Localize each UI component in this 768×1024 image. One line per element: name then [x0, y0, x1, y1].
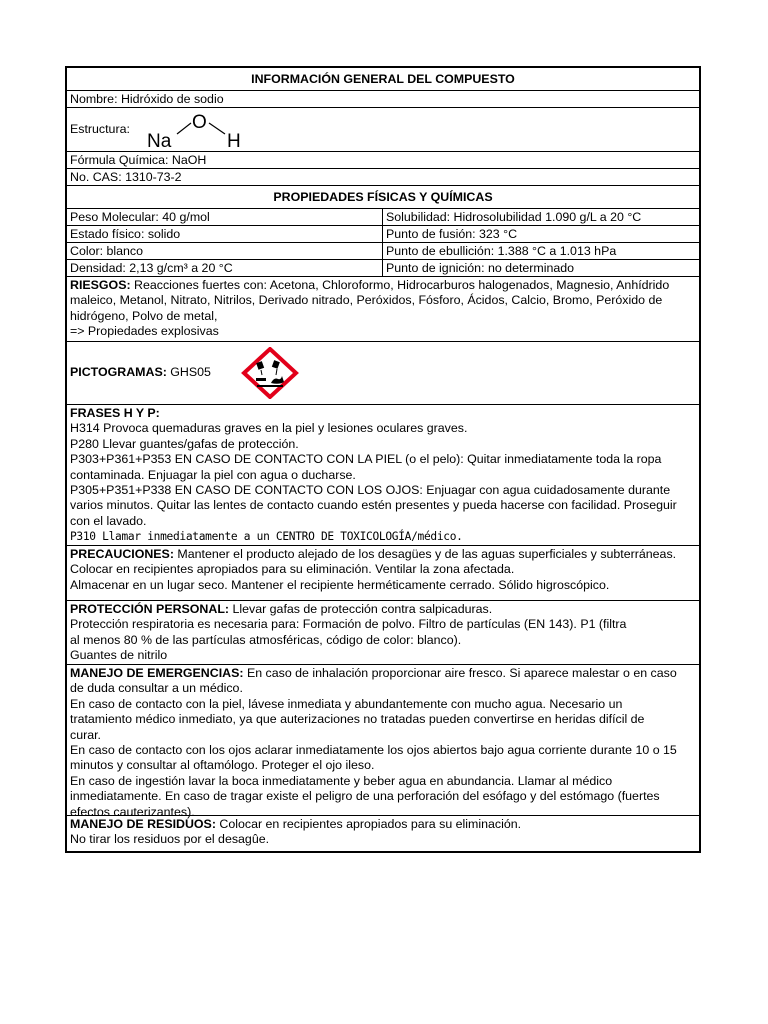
cas-number: No. CAS: 1310-73-2: [67, 169, 699, 186]
protection-text: al menos 80 % de las partículas atmosféricas, código de color: blanco).: [70, 632, 462, 647]
atom-h: H: [227, 131, 241, 151]
emergency-text: de duda consultar a un médico.: [70, 681, 243, 696]
chemical-formula: Fórmula Química: NaOH: [67, 152, 699, 169]
hazards-text: hidrógeno, Polvo de metal,: [70, 308, 218, 323]
emergency-text: minutos y consultar al oftamólogo. Proteger el ojo ileso.: [70, 758, 375, 773]
hazards-text: => Propiedades explosivas: [70, 324, 219, 339]
emergency-text: En caso de inhalación proporcionar aire fresco. Si aparece malestar o en caso: [243, 666, 677, 680]
property-row: [67, 260, 699, 277]
emergency-handling-section: [67, 665, 699, 819]
precautions-label: PRECAUCIONES:: [70, 547, 174, 561]
pictograms-section: [67, 342, 699, 405]
waste-text: No tirar los residuos por el desagûe.: [70, 832, 270, 847]
property-cell: Punto de ebullición: 1.388 °C a 1.013 hPa: [386, 244, 617, 258]
emergency-text: tratamiento médico inmediato, ya que auterizaciones no tratadas pueden convertirse en heridas difícil de: [70, 712, 645, 727]
property-cell: Color: blanco: [67, 243, 383, 259]
phrase-line: P303+P361+P353 EN CASO DE CONTACTO CON LA PIEL (o el pelo): Quitar inmediatamente toda la ropa: [70, 452, 662, 467]
bond-o-h: [209, 123, 225, 134]
hazards-label: RIESGOS:: [70, 278, 131, 292]
waste-handling-section: [67, 816, 699, 851]
protection-text: Guantes de nitrilo: [70, 648, 168, 663]
hazards-text: Reacciones fuertes con: Acetona, Chloroformo, Hidrocarburos halogenados, Magnesio, Anhídrido: [130, 278, 670, 292]
emergency-text: En caso de ingestión lavar la boca inmediatamente y beber agua en abundancia. Llamar al médico: [70, 773, 613, 788]
phrase-line: P305+P351+P338 EN CASO DE CONTACTO CON LOS OJOS: Enjuagar con agua cuidadosamente durante: [70, 483, 671, 498]
naoh-structure-diagram: [145, 109, 245, 151]
hazards-section: [67, 277, 699, 342]
phrase-line: con el lavado.: [70, 513, 147, 528]
structure-row: [67, 108, 699, 152]
emergency-text: inmediatamente. En caso de tragar existe el peligro de una perforación del esófago y del estómago (fuertes: [70, 789, 660, 804]
property-cell: Densidad: 2,13 g/cm³ a 20 °C: [67, 260, 383, 276]
property-row: [67, 209, 699, 226]
property-row: [67, 226, 699, 243]
pictograms-label: PICTOGRAMAS:: [70, 365, 167, 379]
section-title-properties: PROPIEDADES FÍSICAS Y QUÍMICAS: [67, 186, 699, 209]
property-cell: Solubilidad: Hidrosolubilidad 1.090 g/L a 20 °C: [386, 210, 642, 224]
compound-info-sheet: [65, 66, 701, 853]
phrase-line: contaminada. Enjuagar la piel con agua o ducharse.: [70, 467, 356, 482]
precautions-text: Mantener el producto alejado de los desagües y de las aguas superficiales y subterráneas.: [173, 547, 677, 561]
phrase-line: H314 Provoca quemaduras graves en la piel y lesiones oculares graves.: [70, 421, 468, 436]
waste-text: Colocar en recipientes apropiados para su eliminación.: [215, 817, 522, 831]
emergency-text: En caso de contacto con la piel, lávese inmediata y abundantemente con mucho agua. Necesario un: [70, 696, 623, 711]
precautions-section: [67, 546, 699, 601]
ghs05-corrosive-icon: [239, 347, 301, 399]
property-cell: Punto de fusión: 323 °C: [386, 227, 518, 241]
structure-label: Estructura:: [70, 122, 130, 136]
protection-text: Llevar gafas de protección contra salpicaduras.: [229, 602, 493, 616]
bond-na-o: [177, 123, 191, 134]
phrase-line: varios minutos. Quitar las lentes de contacto cuando estén presentes y pueda hacerse con facilidad. Proseguir: [70, 498, 677, 513]
property-cell: Punto de ignición: no determinado: [386, 261, 575, 275]
phrases-label: FRASES H Y P:: [70, 406, 160, 420]
atom-na: Na: [147, 131, 172, 151]
compound-name: Nombre: Hidróxido de sodio: [67, 91, 699, 108]
pictogram-code: GHS05: [166, 365, 211, 379]
property-cell: Peso Molecular: 40 g/mol: [67, 209, 383, 225]
atom-o: O: [192, 112, 207, 133]
emergency-text: En caso de contacto con los ojos aclarar inmediatamente los ojos abiertos bajo agua corriente durante 10 o 15: [70, 743, 677, 758]
hazards-text: maleico, Metanol, Nitrato, Nitrilos, Derivado nitrado, Peróxidos, Fósforo, Ácidos, Calcio, Bromo, Peróxido de: [70, 293, 663, 308]
phrase-line: P280 Llevar guantes/gafas de protección.: [70, 436, 299, 451]
protection-text: Protección respiratoria es necesaria para: Formación de polvo. Filtro de partículas (EN 143). P1 (filtra: [70, 617, 627, 632]
waste-label: MANEJO DE RESIDUOS:: [70, 817, 216, 831]
personal-protection-section: [67, 601, 699, 665]
property-row: [67, 243, 699, 260]
phrase-line: P310 Llamar inmediatamente a un CENTRO DE TOXICOLOGÍA/médico.: [70, 530, 463, 544]
precautions-text: Almacenar en un lugar seco. Mantener el recipiente herméticamente cerrado. Sólido higroscópico.: [70, 577, 610, 592]
h-p-phrases-section: [67, 405, 699, 546]
property-cell: Estado físico: solido: [67, 226, 383, 242]
precautions-text: Colocar en recipientes apropiados para su eliminación. Ventilar la zona afectada.: [70, 562, 515, 577]
protection-label: PROTECCIÓN PERSONAL:: [70, 602, 230, 616]
emergency-label: MANEJO DE EMERGENCIAS:: [70, 666, 244, 680]
emergency-text: efectos cauterizantes).: [70, 804, 195, 819]
emergency-text: curar.: [70, 727, 101, 742]
section-title-general: INFORMACIÓN GENERAL DEL COMPUESTO: [67, 68, 699, 91]
